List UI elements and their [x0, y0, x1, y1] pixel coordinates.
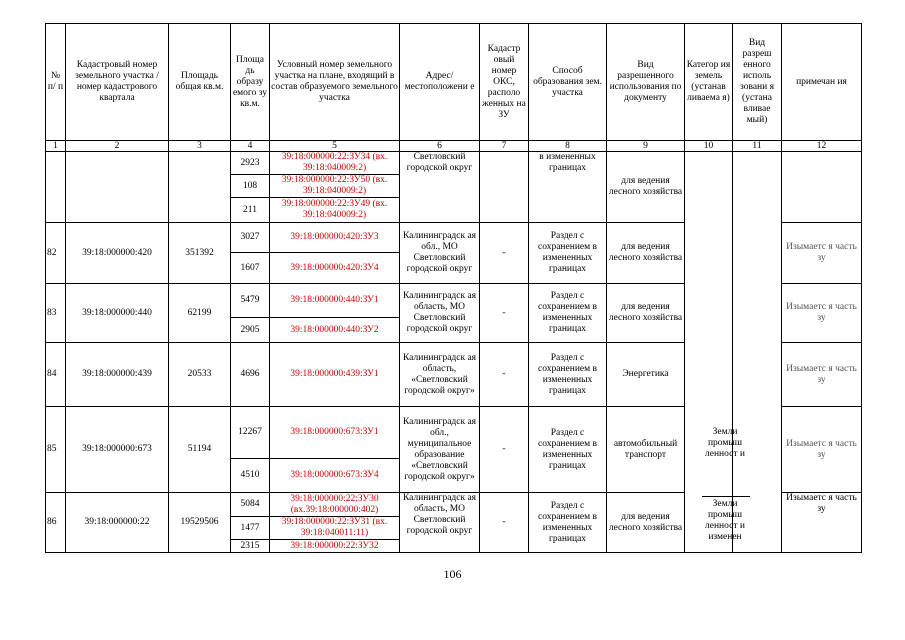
- cadastral-cell: 39:18:000000:673: [66, 407, 169, 493]
- oks-cell: [480, 152, 529, 223]
- category-86-label: Земли промыш ленност и изменен: [705, 499, 745, 542]
- conditional-number-cell: 39:18:000000:420:ЗУ3: [270, 223, 400, 253]
- column-number: 9: [607, 141, 685, 152]
- area-cell: 3027: [231, 223, 270, 253]
- use-cell: для ведения лесного хозяйства: [607, 223, 685, 284]
- row-number-cell: [46, 152, 66, 223]
- total-area-cell: 351392: [169, 223, 231, 284]
- oks-cell: -: [480, 223, 529, 284]
- conditional-number-cell: 39:18:000000:22:ЗУ30 (вх.39:18:000000:402): [270, 493, 400, 517]
- header-cell: Способ образования зем. участка: [529, 24, 607, 141]
- address-cell: Калининградск ая обл., муниципальное образование «Светловский городской округ»: [400, 407, 480, 493]
- area-cell: 211: [231, 198, 270, 223]
- conditional-number-cell: 39:18:000000:22:ЗУ32: [270, 540, 400, 553]
- header-cell: Вид разрешенного использования по документу: [607, 24, 685, 141]
- address-cell: Калининградск ая область, МО Светловский городской округ: [400, 284, 480, 343]
- oks-cell: -: [480, 284, 529, 343]
- column-number: 5: [270, 141, 400, 152]
- oks-cell: -: [480, 343, 529, 407]
- conditional-number-cell: 39:18:000000:440:ЗУ2: [270, 318, 400, 343]
- category-cell-merged: [685, 152, 733, 553]
- cadastral-cell: 39:18:000000:22: [66, 493, 169, 553]
- header-cell: Категор ия земель (устанав ливаема я): [685, 24, 733, 141]
- total-area-cell: 62199: [169, 284, 231, 343]
- column-number: 10: [685, 141, 733, 152]
- area-cell: 1607: [231, 253, 270, 284]
- address-cell: Калининградск ая область, МО Светловский городской округ: [400, 493, 480, 553]
- method-cell: Раздел с сохранением в измененных границах: [529, 223, 607, 284]
- area-cell: 5084: [231, 493, 270, 517]
- column-number: 6: [400, 141, 480, 152]
- header-cell: примечан ия: [782, 24, 862, 141]
- cadastral-cell: 39:18:000000:420: [66, 223, 169, 284]
- method-cell: Раздел с сохранением в измененных границах: [529, 407, 607, 493]
- use-cell: для ведения лесного хозяйства: [607, 493, 685, 553]
- header-cell: Площадь общая кв.м.: [169, 24, 231, 141]
- column-number: 4: [231, 141, 270, 152]
- column-number: 3: [169, 141, 231, 152]
- conditional-number-cell: 39:18:000000:22:ЗУ49 (вх. 39:18:040009:2): [270, 198, 400, 223]
- address-cell: Калининградск ая область, «Светловский городской округ»: [400, 343, 480, 407]
- conditional-number-cell: 39:18:000000:22:ЗУ31 (вх. 39:18:040011:11): [270, 517, 400, 540]
- header-cell: Кадастровый номер земельного участка /номер кадастрового квартала: [66, 24, 169, 141]
- permitted-use-cell-merged: [733, 152, 782, 553]
- total-area-cell: 51194: [169, 407, 231, 493]
- column-number: 1: [46, 141, 66, 152]
- use-cell: для ведения лесного хозяйства: [607, 152, 685, 223]
- area-cell: 5479: [231, 284, 270, 318]
- method-cell: в измененных границах: [529, 152, 607, 223]
- row-number-cell: 86: [46, 493, 66, 553]
- header-cell: Вид разреш енного исполь зовани я (устана вливае мый): [733, 24, 782, 141]
- page-number: 106: [443, 567, 462, 581]
- header-row: [46, 24, 862, 141]
- column-number-row: [46, 141, 862, 152]
- area-cell: 4510: [231, 459, 270, 493]
- area-cell: 2905: [231, 318, 270, 343]
- category-85-label: Земли промыш ленност и: [705, 427, 745, 459]
- row-number-cell: 82: [46, 223, 66, 284]
- header-cell: Площа дь образу емого зу кв.м.: [231, 24, 270, 141]
- header-cell: Условный номер земельного участка на плане, входящий в состав образуемого земельного участка: [270, 24, 400, 141]
- area-cell: 108: [231, 175, 270, 198]
- header-cell: Адрес/ местоположени е: [400, 24, 480, 141]
- conditional-number-cell: 39:18:000000:439:ЗУ1: [270, 343, 400, 407]
- cadastral-cell: 39:18:000000:439: [66, 343, 169, 407]
- note-cell: Изымаетс я часть зу: [782, 407, 862, 493]
- column-number: 8: [529, 141, 607, 152]
- cadastral-cell: 39:18:000000:440: [66, 284, 169, 343]
- conditional-number-cell: 39:18:000000:22:ЗУ34 (вх. 39:18:040009:2): [270, 152, 400, 175]
- row-number-cell: 83: [46, 284, 66, 343]
- total-area-cell: 20533: [169, 343, 231, 407]
- column-number: 7: [480, 141, 529, 152]
- use-cell: Энергетика: [607, 343, 685, 407]
- cadastral-cell: [66, 152, 169, 223]
- oks-cell: -: [480, 493, 529, 553]
- conditional-number-cell: 39:18:000000:440:ЗУ1: [270, 284, 400, 318]
- table-row: [46, 152, 862, 175]
- total-area-cell: [169, 152, 231, 223]
- area-cell: 1477: [231, 517, 270, 540]
- oks-cell: -: [480, 407, 529, 493]
- category-divider: [702, 496, 750, 497]
- method-cell: Раздел с сохранением в измененных границах: [529, 284, 607, 343]
- area-cell: 4696: [231, 343, 270, 407]
- address-cell: Калининградск ая обл., МО Светловский городской округ: [400, 223, 480, 284]
- note-cell: [782, 152, 862, 223]
- conditional-number-cell: 39:18:000000:420:ЗУ4: [270, 253, 400, 284]
- land-plots-table: [45, 23, 862, 553]
- note-cell: Изымаетс я часть зу: [782, 343, 862, 407]
- area-cell: 2923: [231, 152, 270, 175]
- address-cell: Светловский городской округ: [400, 152, 480, 223]
- column-number: 11: [733, 141, 782, 152]
- column-number: 12: [782, 141, 862, 152]
- method-cell: Раздел с сохранением в измененных границах: [529, 493, 607, 553]
- method-cell: Раздел с сохранением в измененных границах: [529, 343, 607, 407]
- total-area-cell: 19529506: [169, 493, 231, 553]
- conditional-number-cell: 39:18:000000:673:ЗУ4: [270, 459, 400, 493]
- use-cell: автомобильный транспорт: [607, 407, 685, 493]
- area-cell: 2315: [231, 540, 270, 553]
- column-number: 2: [66, 141, 169, 152]
- header-cell: № п/ п: [46, 24, 66, 141]
- row-number-cell: 84: [46, 343, 66, 407]
- conditional-number-cell: 39:18:000000:673:ЗУ1: [270, 407, 400, 459]
- note-cell: Изымаетс я часть зу: [782, 223, 862, 284]
- area-cell: 12267: [231, 407, 270, 459]
- note-cell: Изымаетс я часть зу: [782, 493, 862, 553]
- note-cell: Изымаетс я часть зу: [782, 284, 862, 343]
- conditional-number-cell: 39:18:000000:22:ЗУ50 (вх. 39:18:040009:2): [270, 175, 400, 198]
- header-cell: Кадастр овый номер ОКС, располо женных на ЗУ: [480, 24, 529, 141]
- row-number-cell: 85: [46, 407, 66, 493]
- use-cell: для ведения лесного хозяйства: [607, 284, 685, 343]
